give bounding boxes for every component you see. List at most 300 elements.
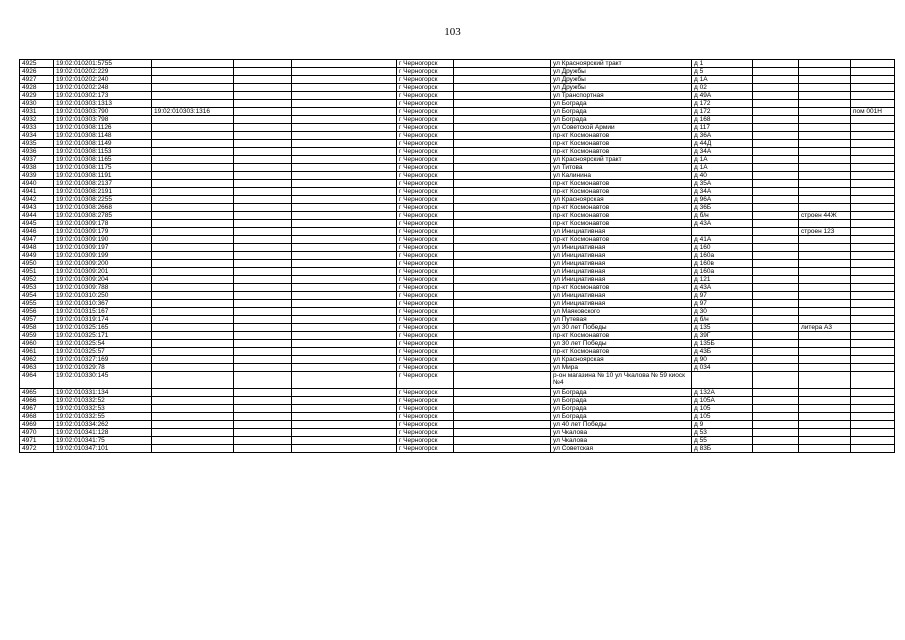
row-number-cell: 4966	[20, 397, 54, 405]
street-cell: ул Инициативная	[551, 244, 692, 252]
building-cell	[799, 405, 851, 413]
premises-cell	[851, 116, 895, 124]
table-row	[20, 389, 895, 397]
street-cell: пр-кт Космонавтов	[551, 204, 692, 212]
city-cell: г Черногорск	[397, 389, 454, 397]
premises-cell	[851, 324, 895, 332]
col-5-cell	[292, 445, 397, 453]
row-number-cell: 4968	[20, 413, 54, 421]
col-7-cell	[454, 372, 551, 389]
col-10-cell	[753, 108, 799, 116]
col-4-cell	[234, 68, 292, 76]
prev-cadastral-number-cell	[152, 397, 234, 405]
street-cell: ул Дружбы	[551, 68, 692, 76]
cadastral-number-cell: 19:02:010308:2785	[54, 212, 152, 220]
cadastral-number-cell: 19:02:010309:201	[54, 268, 152, 276]
col-7-cell	[454, 132, 551, 140]
col-7-cell	[454, 429, 551, 437]
city-cell: г Черногорск	[397, 76, 454, 84]
premises-cell	[851, 421, 895, 429]
col-10-cell	[753, 276, 799, 284]
city-cell: г Черногорск	[397, 188, 454, 196]
city-cell: г Черногорск	[397, 364, 454, 372]
prev-cadastral-number-cell	[152, 340, 234, 348]
premises-cell	[851, 132, 895, 140]
row-number-cell: 4952	[20, 276, 54, 284]
street-cell: ул Инициативная	[551, 252, 692, 260]
col-7-cell	[454, 124, 551, 132]
building-cell	[799, 429, 851, 437]
house-cell: д 105А	[692, 397, 753, 405]
col-5-cell	[292, 108, 397, 116]
city-cell: г Черногорск	[397, 340, 454, 348]
cadastral-number-cell: 19:02:010341:75	[54, 437, 152, 445]
house-cell: д 41А	[692, 236, 753, 244]
row-number-cell: 4948	[20, 244, 54, 252]
col-7-cell	[454, 276, 551, 284]
cadastral-number-cell: 19:02:010308:1175	[54, 164, 152, 172]
col-7-cell	[454, 292, 551, 300]
street-cell: ул Бограда	[551, 389, 692, 397]
col-7-cell	[454, 68, 551, 76]
building-cell	[799, 252, 851, 260]
city-cell: г Черногорск	[397, 196, 454, 204]
table-row	[20, 324, 895, 332]
street-cell: ул Транспортная	[551, 92, 692, 100]
col-4-cell	[234, 84, 292, 92]
prev-cadastral-number-cell	[152, 445, 234, 453]
premises-cell	[851, 405, 895, 413]
col-7-cell	[454, 212, 551, 220]
city-cell: г Черногорск	[397, 204, 454, 212]
row-number-cell: 4927	[20, 76, 54, 84]
house-cell: д 160в	[692, 260, 753, 268]
col-7-cell	[454, 204, 551, 212]
table-row	[20, 212, 895, 220]
premises-cell	[851, 397, 895, 405]
city-cell: г Черногорск	[397, 308, 454, 316]
cadastral-number-cell: 19:02:010308:1149	[54, 140, 152, 148]
building-cell	[799, 340, 851, 348]
col-7-cell	[454, 92, 551, 100]
col-4-cell	[234, 100, 292, 108]
table-row	[20, 300, 895, 308]
col-7-cell	[454, 405, 551, 413]
col-7-cell	[454, 172, 551, 180]
col-7-cell	[454, 316, 551, 324]
row-number-cell: 4944	[20, 212, 54, 220]
col-5-cell	[292, 252, 397, 260]
col-4-cell	[234, 108, 292, 116]
building-cell	[799, 188, 851, 196]
col-5-cell	[292, 244, 397, 252]
col-5-cell	[292, 364, 397, 372]
col-10-cell	[753, 116, 799, 124]
col-5-cell	[292, 172, 397, 180]
prev-cadastral-number-cell	[152, 413, 234, 421]
house-cell: д 5	[692, 68, 753, 76]
building-cell	[799, 60, 851, 68]
col-7-cell	[454, 196, 551, 204]
col-5-cell	[292, 405, 397, 413]
house-cell: д 121	[692, 276, 753, 284]
building-cell	[799, 268, 851, 276]
house-cell: д 135	[692, 324, 753, 332]
col-5-cell	[292, 236, 397, 244]
building-cell	[799, 421, 851, 429]
col-4-cell	[234, 244, 292, 252]
premises-cell	[851, 84, 895, 92]
city-cell: г Черногорск	[397, 316, 454, 324]
building-cell	[799, 68, 851, 76]
col-7-cell	[454, 284, 551, 292]
building-cell	[799, 300, 851, 308]
table-row	[20, 437, 895, 445]
col-7-cell	[454, 156, 551, 164]
premises-cell	[851, 437, 895, 445]
city-cell: г Черногорск	[397, 437, 454, 445]
building-cell	[799, 164, 851, 172]
table-row	[20, 76, 895, 84]
col-5-cell	[292, 332, 397, 340]
row-number-cell: 4962	[20, 356, 54, 364]
col-4-cell	[234, 204, 292, 212]
col-4-cell	[234, 316, 292, 324]
building-cell	[799, 397, 851, 405]
col-7-cell	[454, 332, 551, 340]
col-5-cell	[292, 413, 397, 421]
prev-cadastral-number-cell	[152, 236, 234, 244]
street-cell: ул Инициативная	[551, 228, 692, 236]
col-10-cell	[753, 340, 799, 348]
col-4-cell	[234, 445, 292, 453]
col-7-cell	[454, 348, 551, 356]
cadastral-number-cell: 19:02:010308:2137	[54, 180, 152, 188]
col-5-cell	[292, 180, 397, 188]
city-cell: г Черногорск	[397, 348, 454, 356]
cadastral-number-cell: 19:02:010310:250	[54, 292, 152, 300]
table-row	[20, 421, 895, 429]
col-10-cell	[753, 405, 799, 413]
col-10-cell	[753, 84, 799, 92]
house-cell: д 36Б	[692, 204, 753, 212]
col-4-cell	[234, 140, 292, 148]
prev-cadastral-number-cell	[152, 332, 234, 340]
col-4-cell	[234, 236, 292, 244]
house-cell: д 30	[692, 308, 753, 316]
premises-cell	[851, 92, 895, 100]
col-4-cell	[234, 284, 292, 292]
prev-cadastral-number-cell	[152, 316, 234, 324]
prev-cadastral-number-cell	[152, 164, 234, 172]
city-cell: г Черногорск	[397, 356, 454, 364]
col-7-cell	[454, 220, 551, 228]
col-10-cell	[753, 332, 799, 340]
premises-cell	[851, 212, 895, 220]
building-cell	[799, 76, 851, 84]
col-5-cell	[292, 148, 397, 156]
premises-cell	[851, 124, 895, 132]
premises-cell	[851, 252, 895, 260]
house-cell: д 105	[692, 405, 753, 413]
premises-cell	[851, 60, 895, 68]
cadastral-number-cell: 19:02:010308:1191	[54, 172, 152, 180]
building-cell	[799, 236, 851, 244]
prev-cadastral-number-cell	[152, 148, 234, 156]
col-5-cell	[292, 204, 397, 212]
city-cell: г Черногорск	[397, 156, 454, 164]
prev-cadastral-number-cell	[152, 284, 234, 292]
cadastral-number-cell: 19:02:010327:169	[54, 356, 152, 364]
col-10-cell	[753, 364, 799, 372]
col-4-cell	[234, 429, 292, 437]
table-row	[20, 268, 895, 276]
col-7-cell	[454, 252, 551, 260]
house-cell: д 105	[692, 413, 753, 421]
col-10-cell	[753, 132, 799, 140]
street-cell: ул Дружбы	[551, 76, 692, 84]
table-row	[20, 413, 895, 421]
col-5-cell	[292, 76, 397, 84]
premises-cell	[851, 172, 895, 180]
row-number-cell: 4926	[20, 68, 54, 76]
row-number-cell: 4932	[20, 116, 54, 124]
street-cell: ул Путевая	[551, 316, 692, 324]
col-4-cell	[234, 340, 292, 348]
col-4-cell	[234, 180, 292, 188]
table-row	[20, 156, 895, 164]
building-cell	[799, 172, 851, 180]
prev-cadastral-number-cell	[152, 196, 234, 204]
col-5-cell	[292, 140, 397, 148]
street-cell: пр-кт Космонавтов	[551, 348, 692, 356]
col-4-cell	[234, 220, 292, 228]
col-5-cell	[292, 212, 397, 220]
prev-cadastral-number-cell	[152, 204, 234, 212]
col-4-cell	[234, 268, 292, 276]
premises-cell	[851, 389, 895, 397]
col-10-cell	[753, 445, 799, 453]
prev-cadastral-number-cell	[152, 389, 234, 397]
cadastral-number-cell: 19:02:010303:790	[54, 108, 152, 116]
building-cell: строен 123	[799, 228, 851, 236]
col-4-cell	[234, 308, 292, 316]
building-cell	[799, 316, 851, 324]
col-10-cell	[753, 172, 799, 180]
prev-cadastral-number-cell	[152, 405, 234, 413]
col-10-cell	[753, 228, 799, 236]
street-cell: ул Чкалова	[551, 429, 692, 437]
col-4-cell	[234, 405, 292, 413]
col-4-cell	[234, 372, 292, 389]
premises-cell	[851, 268, 895, 276]
prev-cadastral-number-cell	[152, 356, 234, 364]
cadastral-number-cell: 19:02:010309:178	[54, 220, 152, 228]
col-10-cell	[753, 164, 799, 172]
col-7-cell	[454, 148, 551, 156]
row-number-cell: 4965	[20, 389, 54, 397]
city-cell: г Черногорск	[397, 180, 454, 188]
col-5-cell	[292, 132, 397, 140]
table-row	[20, 284, 895, 292]
col-10-cell	[753, 284, 799, 292]
row-number-cell: 4951	[20, 268, 54, 276]
col-4-cell	[234, 437, 292, 445]
row-number-cell: 4928	[20, 84, 54, 92]
table-body	[20, 60, 895, 453]
table-row	[20, 228, 895, 236]
col-5-cell	[292, 308, 397, 316]
cadastral-number-cell: 19:02:010309:190	[54, 236, 152, 244]
cadastral-number-cell: 19:02:010325:57	[54, 348, 152, 356]
prev-cadastral-number-cell	[152, 324, 234, 332]
cadastral-number-cell: 19:02:010309:200	[54, 260, 152, 268]
col-10-cell	[753, 316, 799, 324]
building-cell: строен 44Ж	[799, 212, 851, 220]
city-cell: г Черногорск	[397, 148, 454, 156]
house-cell: д 9	[692, 421, 753, 429]
col-7-cell	[454, 180, 551, 188]
col-5-cell	[292, 164, 397, 172]
row-number-cell: 4964	[20, 372, 54, 389]
table-row	[20, 332, 895, 340]
col-7-cell	[454, 300, 551, 308]
building-cell	[799, 108, 851, 116]
col-5-cell	[292, 268, 397, 276]
house-cell: д 96А	[692, 196, 753, 204]
house-cell: д 132А	[692, 389, 753, 397]
table-row	[20, 356, 895, 364]
prev-cadastral-number-cell	[152, 348, 234, 356]
row-number-cell: 4925	[20, 60, 54, 68]
row-number-cell: 4954	[20, 292, 54, 300]
premises-cell	[851, 228, 895, 236]
prev-cadastral-number-cell	[152, 437, 234, 445]
table-row	[20, 445, 895, 453]
col-10-cell	[753, 148, 799, 156]
col-10-cell	[753, 124, 799, 132]
house-cell: д 034	[692, 364, 753, 372]
row-number-cell: 4937	[20, 156, 54, 164]
house-cell: д 160а	[692, 268, 753, 276]
col-4-cell	[234, 276, 292, 284]
cadastral-number-cell: 19:02:010309:788	[54, 284, 152, 292]
table-row	[20, 236, 895, 244]
cadastral-number-cell: 19:02:010334:262	[54, 421, 152, 429]
row-number-cell: 4933	[20, 124, 54, 132]
col-7-cell	[454, 445, 551, 453]
building-cell	[799, 445, 851, 453]
col-10-cell	[753, 252, 799, 260]
premises-cell: пом 001Н	[851, 108, 895, 116]
building-cell	[799, 100, 851, 108]
street-cell: ул Титова	[551, 164, 692, 172]
premises-cell	[851, 220, 895, 228]
col-10-cell	[753, 220, 799, 228]
premises-cell	[851, 68, 895, 76]
col-10-cell	[753, 372, 799, 389]
city-cell: г Черногорск	[397, 372, 454, 389]
building-cell	[799, 156, 851, 164]
city-cell: г Черногорск	[397, 244, 454, 252]
cadastral-number-cell: 19:02:010309:179	[54, 228, 152, 236]
building-cell	[799, 244, 851, 252]
col-10-cell	[753, 437, 799, 445]
col-10-cell	[753, 308, 799, 316]
premises-cell	[851, 340, 895, 348]
row-number-cell: 4959	[20, 332, 54, 340]
city-cell: г Черногорск	[397, 116, 454, 124]
prev-cadastral-number-cell	[152, 188, 234, 196]
table-row	[20, 220, 895, 228]
prev-cadastral-number-cell	[152, 124, 234, 132]
house-cell: д 1А	[692, 164, 753, 172]
cadastral-number-cell: 19:02:010308:1153	[54, 148, 152, 156]
street-cell: ул Дружбы	[551, 84, 692, 92]
city-cell: г Черногорск	[397, 397, 454, 405]
cadastral-number-cell: 19:02:010332:53	[54, 405, 152, 413]
city-cell: г Черногорск	[397, 284, 454, 292]
street-cell: пр-кт Космонавтов	[551, 140, 692, 148]
building-cell	[799, 124, 851, 132]
col-7-cell	[454, 100, 551, 108]
col-7-cell	[454, 116, 551, 124]
house-cell: д 117	[692, 124, 753, 132]
col-7-cell	[454, 60, 551, 68]
cadastral-number-cell: 19:02:010332:55	[54, 413, 152, 421]
col-10-cell	[753, 60, 799, 68]
city-cell: г Черногорск	[397, 429, 454, 437]
premises-cell	[851, 413, 895, 421]
table-row	[20, 84, 895, 92]
col-5-cell	[292, 68, 397, 76]
city-cell: г Черногорск	[397, 60, 454, 68]
col-10-cell	[753, 244, 799, 252]
street-cell: ул Бограда	[551, 405, 692, 413]
col-10-cell	[753, 140, 799, 148]
table-row	[20, 405, 895, 413]
col-4-cell	[234, 76, 292, 84]
prev-cadastral-number-cell	[152, 68, 234, 76]
col-7-cell	[454, 389, 551, 397]
col-5-cell	[292, 300, 397, 308]
house-cell: д 160а	[692, 252, 753, 260]
col-4-cell	[234, 324, 292, 332]
row-number-cell: 4938	[20, 164, 54, 172]
col-10-cell	[753, 100, 799, 108]
building-cell	[799, 284, 851, 292]
col-7-cell	[454, 421, 551, 429]
col-5-cell	[292, 84, 397, 92]
city-cell: г Черногорск	[397, 413, 454, 421]
col-7-cell	[454, 308, 551, 316]
premises-cell	[851, 372, 895, 389]
table-row	[20, 364, 895, 372]
prev-cadastral-number-cell	[152, 364, 234, 372]
cadastral-number-cell: 19:02:010308:1126	[54, 124, 152, 132]
house-cell: д 43Б	[692, 348, 753, 356]
city-cell: г Черногорск	[397, 405, 454, 413]
building-cell	[799, 437, 851, 445]
premises-cell	[851, 76, 895, 84]
premises-cell	[851, 284, 895, 292]
cadastral-number-cell: 19:02:010309:197	[54, 244, 152, 252]
building-cell	[799, 92, 851, 100]
house-cell	[692, 228, 753, 236]
street-cell: ул Бограда	[551, 413, 692, 421]
col-5-cell	[292, 196, 397, 204]
house-cell: д 172	[692, 108, 753, 116]
